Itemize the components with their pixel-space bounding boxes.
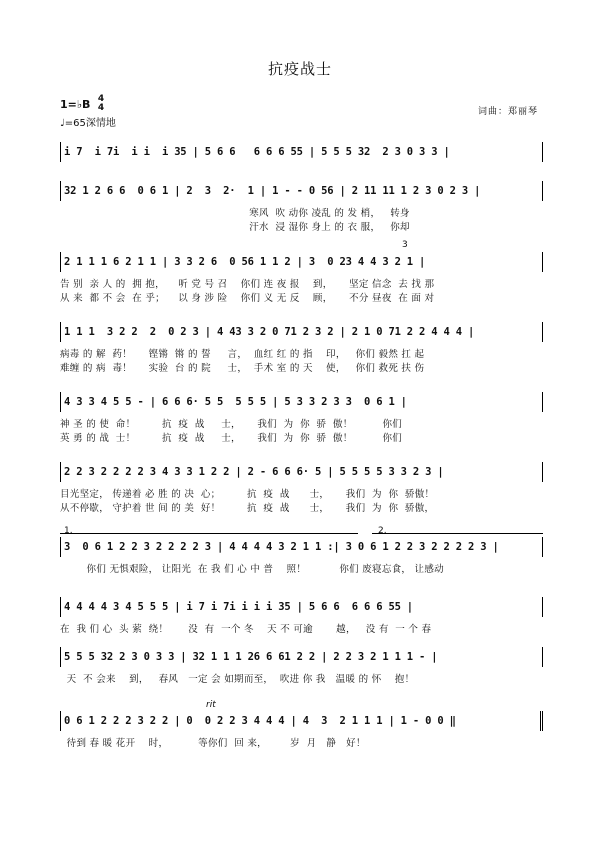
lyric-line-1: 寒风 吹 动你 凌乱 的 发 梢， 转身 [60, 208, 410, 219]
notation-line: i 7 i 7i i i i 35 | 5 6 6 6 6 6 55 | 5 5 5 32 2 3 0 3 3 | [60, 142, 543, 162]
lyric-line-1: 天 不 会来 到， 春风 一定 会 如期而至， 吹进 你 我 温暖 的 怀 抱！ [60, 674, 415, 685]
notation-line: 1 1 1 3 2 2 2 0 2 3 | 4 43 3 2 0 71 2 3 2 | 2 1 0 71 2 2 4 4 4 | [60, 322, 543, 342]
notation-line: 2 1 1 1 6 2 1 1 | 3 3 2 6 0 56 1 1 2 | 3 0 23 4 4 3 2 1 | [60, 252, 543, 272]
notation-line: 4 3 3 4 5 5 - | 6 6 6· 5 5 5 5 5 | 5 3 3 2 3 3 0 6 1 | [60, 392, 543, 412]
lyric-line-1: 在 我 们 心 头 萦 绕！ 没 有 一个 冬 天 不 可逾 越， 没 有 一 个 春 [60, 624, 432, 635]
lyric-line-1: 目光坚定， 传递着 必 胜 的 决 心； 抗 疫 战 士， 我们 为 你 骄傲！ [60, 489, 435, 500]
tempo-marking: ♩=65深情地 [60, 118, 116, 129]
song-title: 抗疫战士 [267, 60, 332, 78]
lyric-line-2: 从 来 都 不 会 在 乎； 以 身 涉 险 你们 义 无 反 顾， 不分 昼夜 在 面 对 [60, 293, 435, 304]
lyric-line-2: 难缠 的 病 毒！ 实验 台 的 院 士， 手术 室 的 天 使， 你们 救死 扶 伤 [60, 363, 425, 374]
volta-1-bracket [60, 533, 358, 534]
notation-line: 2 2 3 2 2 2 2 3 4 3 3 1 2 2 | 2 - 6 6 6· 5 | 5 5 5 5 3 3 2 3 | [60, 462, 543, 482]
lyric-line-1: 告 别 亲 人 的 拥 抱， 听 党 号 召 你们 连 夜 报 到， 坚定 信念 去 找 那 [60, 279, 435, 290]
volta-2: 2. [378, 526, 387, 536]
lyric-line-1: 神 圣 的 使 命！ 抗 疫 战 士， 我们 为 你 骄 傲！ 你们 [60, 419, 403, 430]
key-signature: 1=♭B [60, 98, 91, 111]
volta-2-bracket [372, 533, 543, 534]
composer-credit: 词曲：郑丽琴 [477, 107, 538, 117]
notation-line: 3 0 6 1 2 2 3 2 2 2 2 3 | 4 4 4 4 3 2 1 1 :| 3 0 6 1 2 2 3 2 2 2 2 3 | [60, 537, 543, 557]
lyric-line-1: 你们 无惧艰险， 让阳光 在 我 们 心 中 普 照！ 你们 废寝忘食， 让感动 [60, 564, 444, 575]
lyric-line-1: 病毒 的 解 药！ 铿锵 锵 的 誓 言， 血红 红 的 指 印， 你们 毅然 扛 起 [60, 349, 425, 360]
lyric-line-2: 从不停歇， 守护着 世 间 的 美 好！ 抗 疫 战 士， 我们 为 你 骄傲， [60, 503, 435, 514]
time-signature [96, 95, 106, 113]
lyric-line-1: 待到 春 暖 花开 时， 等你们 回 来， 岁 月 静 好！ [60, 738, 366, 749]
notation-line: 0 6 1 2 2 2 3 2 2 | 0 0 2 2 3 4 4 4 | 4 3 2 1 1 1 | 1 - 0 0 ‖ [60, 711, 543, 731]
meter-bottom: 4 [97, 103, 105, 113]
lyric-line-2: 汗水 浸 湿你 身上 的 衣 服， 你却 [60, 222, 410, 233]
notation-line: 5 5 5 32 2 3 0 3 3 | 32 1 1 1 26 6 61 2 2 | 2 2 3 2 1 1 1 - | [60, 647, 543, 667]
lyric-line-2: 英 勇 的 战 士！ 抗 疫 战 士， 我们 为 你 骄 傲！ 你们 [60, 433, 403, 444]
volta-1: 1. [64, 526, 73, 536]
ritardando-mark: rit [206, 700, 216, 710]
meter-top: 4 [97, 94, 105, 104]
notation-line: 4 4 4 4 3 4 5 5 5 | i 7 i 7i i i i 35 | 5 6 6 6 6 6 55 | [60, 597, 543, 617]
triplet-mark: 3 [402, 240, 408, 250]
notation-line: 32 1 2 6 6 0 6 1 | 2 3 2· 1 | 1 - - 0 56 | 2 11 11 1 2 3 0 2 3 | [60, 181, 543, 201]
